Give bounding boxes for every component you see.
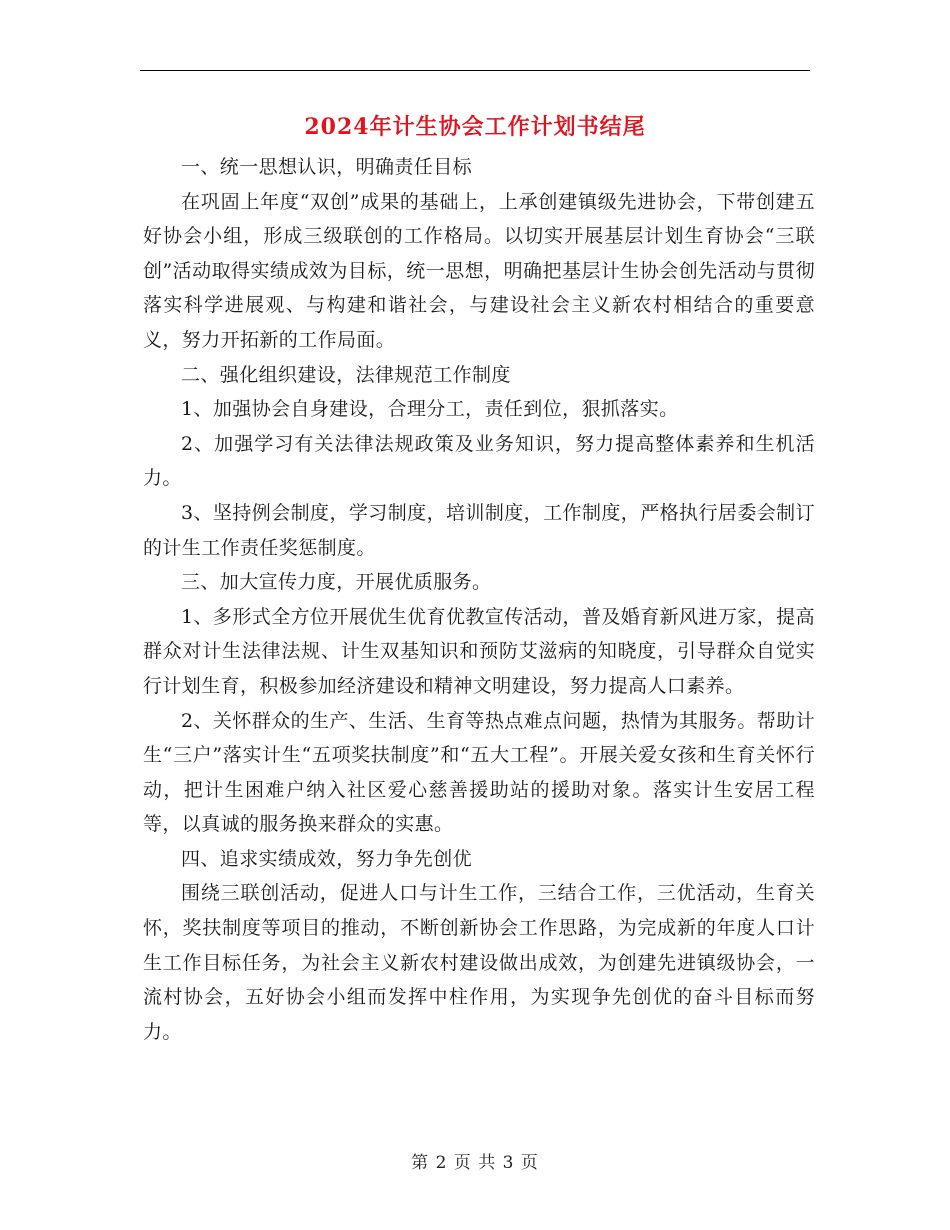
section-heading-3: 三、加大宣传力度，开展优质服务。 — [181, 571, 492, 594]
list-item: 1、多形式全方位开展优生优育优教宣传活动，普及婚育新风进万家，提高群众对计生法律法规、计生双基知识和预防艾滋病的知晓度，引导群众自觉实行计划生育，积极参加经济建设和精神文明建设，努力提高人口素养。 — [143, 605, 815, 697]
document-body — [143, 150, 815, 1049]
section-heading-4: 四、追求实绩成效，努力争先创优 — [181, 847, 473, 870]
list-item: 3、坚持例会制度，学习制度，培训制度，工作制度，严格执行居委会制订的计生工作责任奖惩制度。 — [143, 501, 815, 559]
document-title: 2024年计生协会工作计划书结尾 — [304, 114, 646, 140]
page-footer: 第 2 页 共 3 页 — [411, 1153, 539, 1173]
list-item: 2、关怀群众的生产、生活、生育等热点难点问题，热情为其服务。帮助计生“三户”落实计生“五项奖扶制度”和“五大工程”。开展关爱女孩和生育关怀行动，把计生困难户纳入社区爱心慈善援助站的援助对象。落实计生安居工程等，以真诚的服务换来群众的实惠。 — [143, 709, 815, 836]
header-rule — [140, 70, 810, 71]
body-paragraph: 围绕三联创活动，促进人口与计生工作，三结合工作，三优活动，生育关怀，奖扶制度等项目的推动，不断创新协会工作思路，为完成新的年度人口计生工作目标任务，为社会主义新农村建设做出成效，为创建先进镇级协会，一流村协会，五好协会小组而发挥中柱作用，为实现争先创优的奋斗目标而努力。 — [143, 882, 815, 1043]
body-paragraph: 在巩固上年度“双创”成果的基础上，上承创建镇级先进协会，下带创建五好协会小组，形成三级联创的工作格局。以切实开展基层计划生育协会“三联创”活动取得实绩成效为目标，统一思想，明确把基层计生协会创先活动与贯彻落实科学进展观、与构建和谐社会，与建设社会主义新农村相结合的重要意义，努力开拓新的工作局面。 — [143, 190, 815, 351]
list-item: 2、加强学习有关法律法规政策及业务知识，努力提高整体素养和生机活力。 — [143, 432, 815, 490]
list-item: 1、加强协会自身建设，合理分工，责任到位，狠抓落实。 — [181, 398, 679, 421]
section-heading-2: 二、强化组织建设，法律规范工作制度 — [181, 363, 511, 386]
section-heading-1: 一、统一思想认识，明确责任目标 — [181, 156, 473, 178]
